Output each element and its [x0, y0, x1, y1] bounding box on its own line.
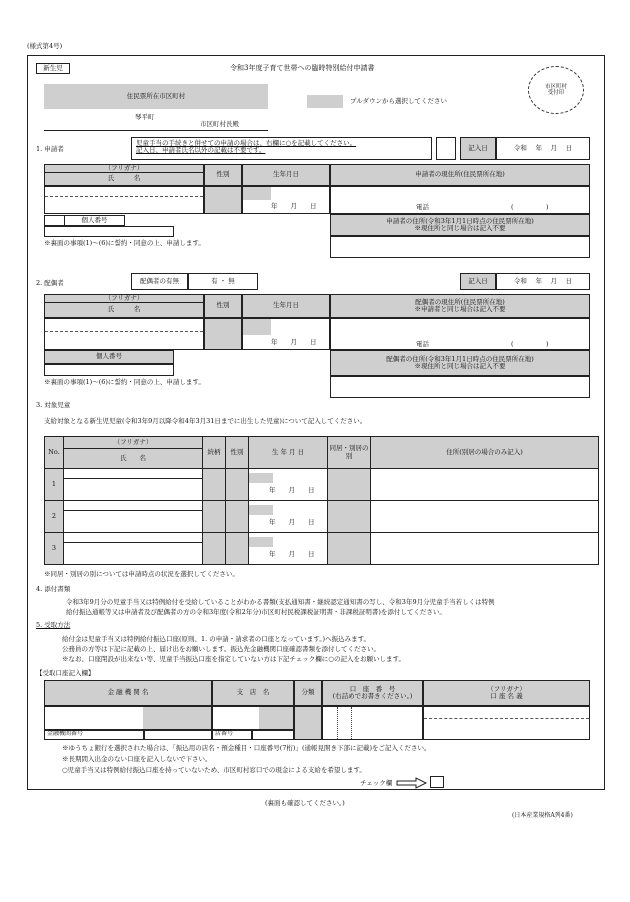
- children-row-no: 3: [45, 533, 64, 565]
- children-row-furigana[interactable]: [64, 501, 203, 511]
- section2-address-field[interactable]: [330, 318, 590, 350]
- section1-address-header: 申請者の現住所(住民票所在地): [330, 164, 590, 186]
- section2-date-label: 記入日: [460, 273, 496, 290]
- section2-r3-address-header: [330, 350, 590, 376]
- section1-mynumber-field[interactable]: [44, 226, 174, 237]
- account-number-header: [322, 680, 423, 706]
- children-header-name: 氏 名: [64, 449, 203, 469]
- children-row-address[interactable]: [371, 469, 599, 501]
- children-row-ymd: 年 月 日: [269, 517, 315, 526]
- section1-note-2: 記入日、申請者氏名以外の記載は不要です。: [136, 146, 266, 155]
- section1-label: 1. 申請者: [36, 145, 64, 153]
- section2-address-header: [330, 294, 590, 318]
- account-branch-header: 支 店 名: [212, 680, 294, 706]
- section1-tel-field: ( ): [511, 203, 549, 211]
- section1-mynumber-pad: [44, 215, 64, 226]
- section5-line-3: ※なお、口座閉設が出来ない等、児童手当振込口座を指定していない方は下記チェック欄に○の記入をお願いします。: [62, 655, 405, 663]
- section3-label: 3. 対象児童: [36, 401, 71, 409]
- newborn-badge: 新生児: [36, 63, 70, 74]
- account-bank-code-label: 金融機関番号: [44, 730, 144, 740]
- account-note-2: ※長期間入出金のない口座を記入しないで下さい。: [62, 755, 212, 763]
- children-header-address: 住所(別居の場合のみ記入): [371, 437, 599, 469]
- section1-tel-label: 電話: [416, 203, 429, 211]
- section1-gender-header: 性別: [204, 164, 242, 186]
- children-row-dob[interactable]: [249, 533, 328, 565]
- section1-ymd: 年 月 日: [271, 202, 317, 210]
- children-row-relation[interactable]: [203, 533, 226, 565]
- children-header-dob: 生 年 月 日: [249, 437, 328, 469]
- account-type-header: 分類: [294, 680, 322, 706]
- section2-label: 2. 配偶者: [36, 279, 64, 287]
- account-branch-field[interactable]: [212, 706, 294, 730]
- section2-r3-address-label: 配偶者の住所(令和3年1月1日時点の住民票所在地): [386, 354, 534, 363]
- cash-payment-checkbox[interactable]: [430, 776, 444, 788]
- children-row-dob[interactable]: [249, 501, 328, 533]
- section1-name-field[interactable]: [44, 186, 204, 214]
- children-row-gender[interactable]: [226, 533, 249, 565]
- section2-date-value[interactable]: 令和 年 月 日: [496, 273, 590, 290]
- section2-has-spouse-select[interactable]: 有 ・ 無: [188, 273, 258, 290]
- section2-furigana-header: （フリガナ）: [44, 294, 204, 303]
- section2-mynumber-field[interactable]: [44, 364, 174, 376]
- children-row-dob[interactable]: [249, 469, 328, 501]
- section1-date-value[interactable]: 令和 年 月 日: [496, 137, 590, 160]
- account-bank-code-field[interactable]: [144, 730, 212, 740]
- section1-pledge: ※裏面の事項(1)～(6)に誓約・同意の上、申請します。: [44, 239, 205, 247]
- section5-label: 5. 受取方法: [36, 621, 71, 629]
- children-header-no: No.: [45, 437, 64, 469]
- children-row-address[interactable]: [371, 501, 599, 533]
- account-holder-header: [423, 680, 590, 706]
- reception-stamp: [528, 66, 584, 114]
- children-row-gender[interactable]: [226, 469, 249, 501]
- children-row-name[interactable]: [64, 511, 203, 533]
- account-type-field[interactable]: [294, 706, 322, 740]
- addressee-underline: [44, 130, 268, 131]
- addressee-pref: 住民票所在市区町村: [126, 91, 186, 100]
- dropdown-sample[interactable]: [307, 95, 343, 108]
- section2-r3-address-note: ※現住所と同じ場合は記入不要: [414, 362, 506, 370]
- footer-note: (裏面も確認してください。): [265, 799, 345, 807]
- account-bank-field[interactable]: [44, 706, 212, 730]
- section2-name-field[interactable]: [44, 318, 204, 350]
- section2-gender-header: 性別: [204, 294, 242, 318]
- children-row-cohab[interactable]: [328, 469, 371, 501]
- section2-mynumber-label: 個人番号: [44, 350, 174, 364]
- account-note-3: ○児童手当又は特例給付振込口座を持っていないため、市区町村窓口での現金による支給を希望します。: [62, 766, 366, 774]
- children-row-address[interactable]: [371, 533, 599, 565]
- jis-note: (日本産業規格A列4番): [512, 812, 573, 819]
- children-row-relation[interactable]: [203, 501, 226, 533]
- account-note-1: ※ゆうちょ銀行を選択された場合は、「振込用の店名・預金種目・口座番号(7桁)」(通帳見開き下部に記載)をご記入ください。: [62, 744, 431, 752]
- children-header-cohab: 同居・別居の別: [328, 437, 371, 469]
- section3-note: ※同居・別居の別については申請時点の状況を選択してください。: [44, 570, 239, 578]
- section2-tel-label: 電話: [416, 340, 429, 348]
- section2-address-note: ※申請者と同じ場合は記入不要: [414, 305, 506, 313]
- section4-line-1: 令和3年9月分の児童手当又は特例給付を受給していることがわかる書類(支払通知書・継続認定通知書の写し、令和3年9月分児童手当若しくは特例: [66, 598, 495, 606]
- addressee-pref-box: [44, 84, 268, 109]
- section1-name-header: 氏 名: [44, 172, 204, 186]
- section2-pledge: ※裏面の事項(1)～(6)に誓約・同意の上、申請します。: [44, 378, 205, 386]
- children-row-gender[interactable]: [226, 501, 249, 533]
- section1-dob-field[interactable]: [242, 186, 330, 214]
- section1-mynumber-label: 個人番号: [64, 215, 125, 226]
- account-check-label: チェック欄: [360, 779, 393, 787]
- children-header-relation: 続柄: [203, 437, 226, 469]
- section2-tel-field: ( ): [511, 340, 549, 348]
- section4-label: 4. 添付書類: [36, 585, 71, 593]
- section1-address-field[interactable]: [330, 186, 590, 214]
- dropdown-note: プルダウンから選択してください: [350, 97, 447, 105]
- children-table: [44, 436, 599, 565]
- section4-line-2: 給付振込通帳等又は申請者及び配偶者の方の令和3年度(令和2年分)市区町村民税課税証明書・非課税証明書)を添付してください。: [66, 608, 446, 616]
- section1-r3-address-field[interactable]: [330, 236, 590, 258]
- form-title: 令和3年度子育て世帯への臨時特別給付申請書: [230, 64, 375, 72]
- children-row-name[interactable]: [64, 543, 203, 565]
- stamp-line-2: 受付印: [547, 90, 565, 96]
- account-bank-header: 金 融 機 関 名: [44, 680, 212, 706]
- section2-r3-address-field[interactable]: [330, 376, 590, 398]
- account-holder-furigana: （フリガナ）: [487, 684, 526, 693]
- section1-dob-header: 生年月日: [242, 164, 330, 186]
- children-row-cohab[interactable]: [328, 501, 371, 533]
- children-row-ymd: 年 月 日: [269, 549, 315, 558]
- section5-line-1: 給付金は児童手当又は特例給付振込口座(原則、1. の申請・請求者の口座となっています。)へ振込みます。: [62, 635, 371, 643]
- section2-address-label: 配偶者の現住所(住民票所在地): [415, 297, 505, 306]
- section5-line-2: 公務員の方等は下記に記載の上、届け出をお願いします。振込先金融機関口座確認書類を添付してください。: [62, 645, 380, 653]
- children-row-no: 2: [45, 501, 64, 533]
- children-row-name[interactable]: [64, 479, 203, 501]
- account-holder-field[interactable]: [423, 706, 590, 740]
- children-header-gender: 性別: [226, 437, 249, 469]
- account-title: 【受取口座記入欄】: [36, 669, 95, 677]
- account-holder-label: 口 座 名 義: [490, 692, 523, 700]
- children-row-ymd: 年 月 日: [269, 485, 315, 494]
- children-row-relation[interactable]: [203, 469, 226, 501]
- section1-gender-field[interactable]: [204, 186, 242, 214]
- section2-name-header: 氏 名: [44, 302, 204, 318]
- account-number-field[interactable]: [322, 706, 423, 740]
- section2-has-spouse-label: 配偶者の有無: [131, 273, 188, 290]
- children-row-no: 1: [45, 469, 64, 501]
- addressee-town: 琴平町: [135, 113, 155, 121]
- children-row-cohab[interactable]: [328, 533, 371, 565]
- section1-furigana-header: （フリガナ）: [44, 164, 204, 173]
- children-header-furigana: （フリガナ）: [64, 437, 203, 449]
- children-row-furigana[interactable]: [64, 533, 203, 543]
- section1-note-box: [131, 137, 432, 160]
- section3-intro: 支給対象となる新生児児童(令和3年9月以降令和4年3月31日までに出生した児童)について記入してください。: [44, 417, 367, 425]
- account-number-label: 口 座 番 号: [349, 684, 396, 693]
- section2-dob-field[interactable]: [242, 318, 330, 350]
- section1-check-box[interactable]: [436, 137, 456, 160]
- section1-r3-address-header: [330, 214, 590, 236]
- account-branch-code-label: 店番号: [212, 730, 252, 740]
- account-branch-code-field[interactable]: [252, 730, 294, 740]
- stamp-line-1: 市区町村: [544, 83, 567, 90]
- section1-note-1: 児童手当の手続きと併せての申請の場合は、右欄に○を記載してください。: [136, 139, 357, 147]
- section2-ymd: 年 月 日: [271, 338, 317, 346]
- section1-r3-address-label: 申請者の住所(令和3年1月1日時点の住民票所在地): [386, 216, 534, 225]
- account-number-note: (右詰めでお書きください。): [332, 692, 413, 700]
- section1-date-label: 記入日: [460, 137, 496, 160]
- section1-r3-address-note: ※現住所と同じ場合は記入不要: [414, 224, 506, 232]
- arrow-right-icon: [396, 777, 428, 791]
- section2-gender-field[interactable]: [204, 318, 242, 350]
- form-number: (様式第4号): [27, 42, 63, 50]
- addressee-mayor: 市区町村長殿: [200, 120, 239, 128]
- children-row-furigana[interactable]: [64, 469, 203, 479]
- section2-dob-header: 生年月日: [242, 294, 330, 318]
